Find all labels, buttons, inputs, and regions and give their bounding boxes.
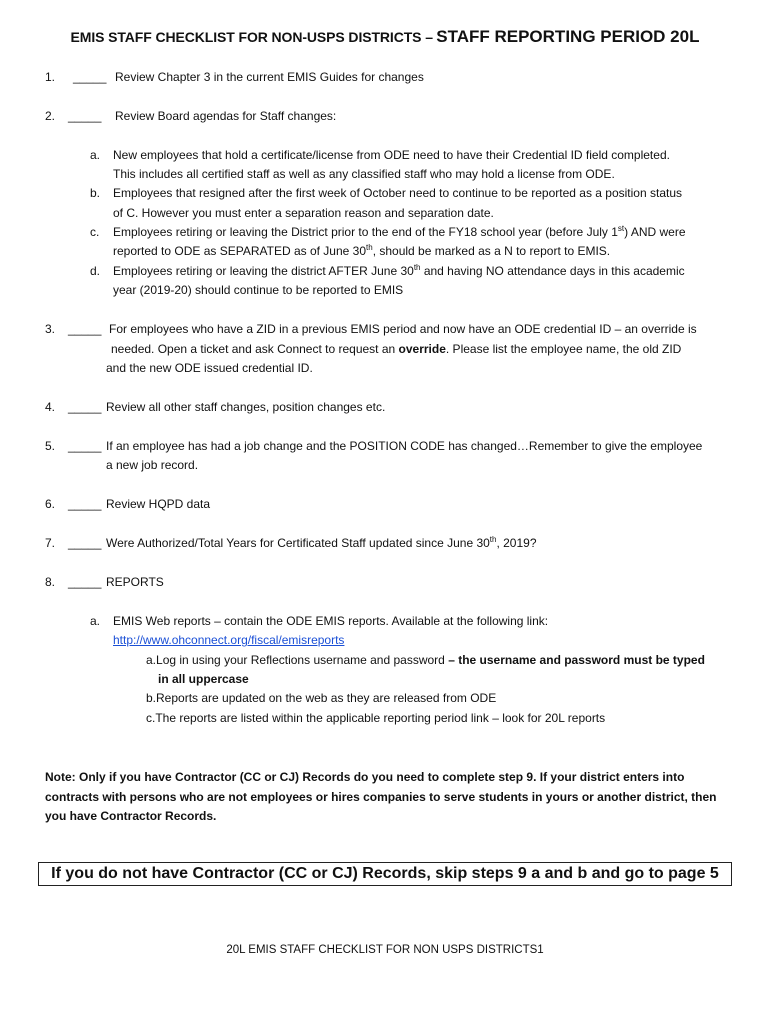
check-blank: _____ <box>68 497 102 511</box>
sub-item-8a: a. EMIS Web reports – contain the ODE EMIS reports. Available at the following link: http://www.ohconnect.org/fiscal/emisreports <box>90 614 549 647</box>
contractor-note: Note: Only if you have Contractor (CC or CJ) Records do you need to complete step 9. If your district enters into contracts with persons who are not employees or hires companies to serve students in yours or another district, then you have Contractor Records. <box>45 770 717 823</box>
check-blank: _____ <box>68 536 102 550</box>
checklist-item-5: 5. _____ If an employee has had a job change and the POSITION CODE has changed…Remember to give the employee a new job record. <box>45 439 703 472</box>
checklist-item-3: 3. _____ For employees who have a ZID in a previous EMIS period and now have an ODE credential ID – an override is needed. Open a ticket and ask Connect to request an override. Please list the employee name, the old ZID and the new ODE issued credential ID. <box>45 322 697 375</box>
check-blank: _____ <box>68 575 102 589</box>
report-step-b: b.Reports are updated on the web as they are released from ODE <box>146 691 497 705</box>
report-step-a: a.Log in using your Reflections username and password – the username and password must be typed in all uppercase <box>146 653 705 686</box>
page-footer: 20L EMIS STAFF CHECKLIST FOR NON USPS DISTRICTS1 <box>226 944 544 956</box>
emis-reports-link[interactable]: http://www.ohconnect.org/fiscal/emisreports <box>113 633 345 647</box>
report-step-c: c.The reports are listed within the applicable reporting period link – look for 20L reports <box>146 711 606 725</box>
check-blank: _____ <box>68 439 102 453</box>
sub-item-2a: a. New employees that hold a certificate/license from ODE need to have their Credential ID field completed. This includes all certified staff as well as any classified staff who may hold a license from ODE. <box>90 148 670 181</box>
item-text: Review Board agendas for Staff changes: <box>115 109 337 123</box>
check-blank: _____ <box>68 400 102 414</box>
checklist-item-4: 4. _____ Review all other staff changes, position changes etc. <box>45 400 386 414</box>
checklist-item-7: 7. _____ Were Authorized/Total Years for Certificated Staff updated since June 30th, 2019? <box>45 535 537 550</box>
title-part1: EMIS STAFF CHECKLIST FOR NON-USPS DISTRICTS – <box>70 29 433 45</box>
title-part2: STAFF REPORTING PERIOD 20L <box>436 27 700 46</box>
checklist-item-8: 8. _____ REPORTS <box>45 575 164 589</box>
skip-steps-callout: If you do not have Contractor (CC or CJ) Records, skip steps 9 a and b and go to page 5 <box>38 862 732 886</box>
page-title <box>0 27 770 47</box>
sub-item-2c: c. Employees retiring or leaving the District prior to the end of the FY18 school year (before July 1st) AND were reported to ODE as SEPARATED as of June 30th, should be marked as a N to report to EMIS. <box>90 224 686 258</box>
check-blank: _____ <box>73 70 107 84</box>
sub-item-2b: b. Employees that resigned after the first week of October need to continue to be reported as a position status of C. However you must enter a separation reason and separation date. <box>90 186 682 220</box>
check-blank: _____ <box>68 322 102 336</box>
item-text: Review Chapter 3 in the current EMIS Guides for changes <box>115 70 424 84</box>
check-blank: _____ <box>68 109 102 123</box>
checklist-item-6: 6. _____ Review HQPD data <box>45 497 211 511</box>
sub-item-2d: d. Employees retiring or leaving the district AFTER June 30th and having NO attendance days in this academic year (2019-20) should continue to be reported to EMIS <box>90 263 685 297</box>
checklist-item-1: 1. _____ Review Chapter 3 in the current EMIS Guides for changes <box>45 70 424 84</box>
checklist-item-2: 2. _____ Review Board agendas for Staff changes: <box>45 109 337 123</box>
